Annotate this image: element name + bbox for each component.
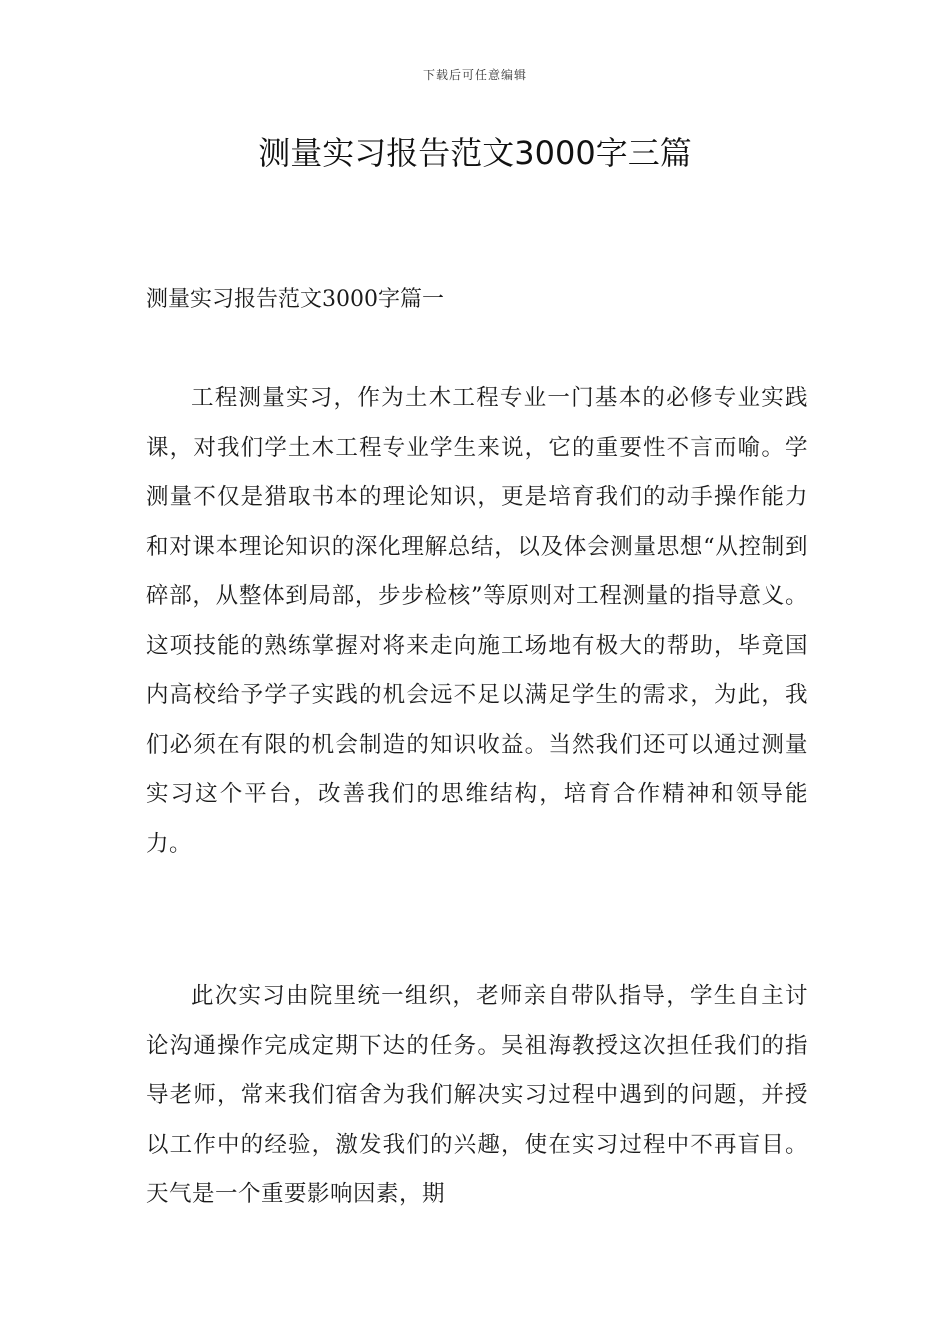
section-heading: 测量实习报告范文3000字篇一 bbox=[146, 287, 444, 312]
document-title: 测量实习报告范文3000字三篇 bbox=[258, 134, 692, 172]
header-note: 下载后可任意编辑 bbox=[422, 68, 527, 82]
paragraph-2: 此次实习由院里统一组织，老师亲自带队指导，学生自主讨论沟通操作完成定期下达的任务。吴祖海教授这次担任我们的指导老师，常来我们宿舍为我们解决实习过程中遇到的问题，并授以工作中的经验，激发我们的兴趣，使在实习过程中不再盲目。天气是一个重要影响因素，期 bbox=[146, 983, 808, 1207]
paragraph-1: 工程测量实习，作为土木工程专业一门基本的必修专业实践课，对我们学土木工程专业学生来说，它的重要性不言而喻。学测量不仅是猎取书本的理论知识，更是培育我们的动手操作能力和对课本理论知识的深化理解总结，以及体会测量思想“从控制到碎部，从整体到局部，步步检核”等原则对工程测量的指导意义。这项技能的熟练掌握对将来走向施工场地有极大的帮助，毕竟国内高校给予学子实践的机会远不足以满足学生的需求，为此，我们必须在有限的机会制造的知识收益。当然我们还可以通过测量实习这个平台，改善我们的思维结构，培育合作精神和领导能力。 bbox=[146, 385, 808, 857]
